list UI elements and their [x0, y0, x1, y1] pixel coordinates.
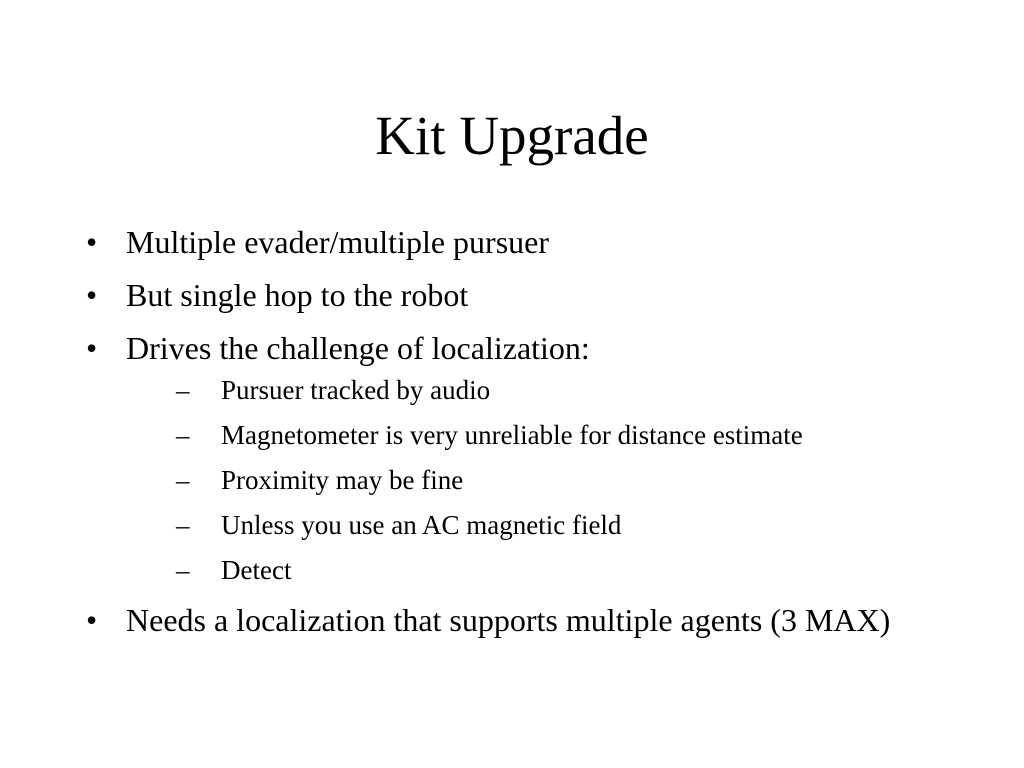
sub-bullet-text: Magnetometer is very unreliable for distance estimate — [221, 420, 803, 450]
bullet-text: Multiple evader/multiple pursuer — [126, 224, 549, 260]
bullet-marker: • — [86, 602, 98, 638]
bullet-text: But single hop to the robot — [126, 277, 469, 313]
bullet-text: Drives the challenge of localization: — [126, 330, 590, 366]
sub-bullet-item — [176, 555, 946, 586]
sub-bullet-item — [176, 465, 946, 496]
sub-bullet-item — [176, 420, 946, 451]
bullet-marker: • — [86, 330, 98, 366]
sub-bullet-text: Proximity may be fine — [221, 465, 464, 495]
sub-bullet-item — [176, 510, 946, 541]
sub-bullet-list — [126, 375, 986, 586]
bullet-item — [86, 602, 986, 639]
sub-bullet-marker: – — [176, 420, 190, 450]
sub-bullet-marker: – — [176, 555, 190, 585]
sub-bullet-text: Unless you use an AC magnetic field — [221, 510, 622, 540]
bullet-list — [86, 224, 986, 639]
bullet-item — [86, 277, 986, 314]
bullet-item — [86, 330, 986, 586]
slide-title: Kit Upgrade — [375, 105, 649, 166]
sub-bullet-text: Detect — [221, 555, 292, 585]
bullet-item — [86, 224, 986, 261]
bullet-marker: • — [86, 224, 98, 260]
sub-bullet-marker: – — [176, 465, 190, 495]
sub-bullet-marker: – — [176, 510, 190, 540]
bullet-marker: • — [86, 277, 98, 313]
sub-bullet-marker: – — [176, 375, 190, 405]
sub-bullet-item — [176, 375, 946, 406]
sub-bullet-text: Pursuer tracked by audio — [221, 375, 491, 405]
bullet-text: Needs a localization that supports multiple agents (3 MAX) — [126, 602, 891, 638]
